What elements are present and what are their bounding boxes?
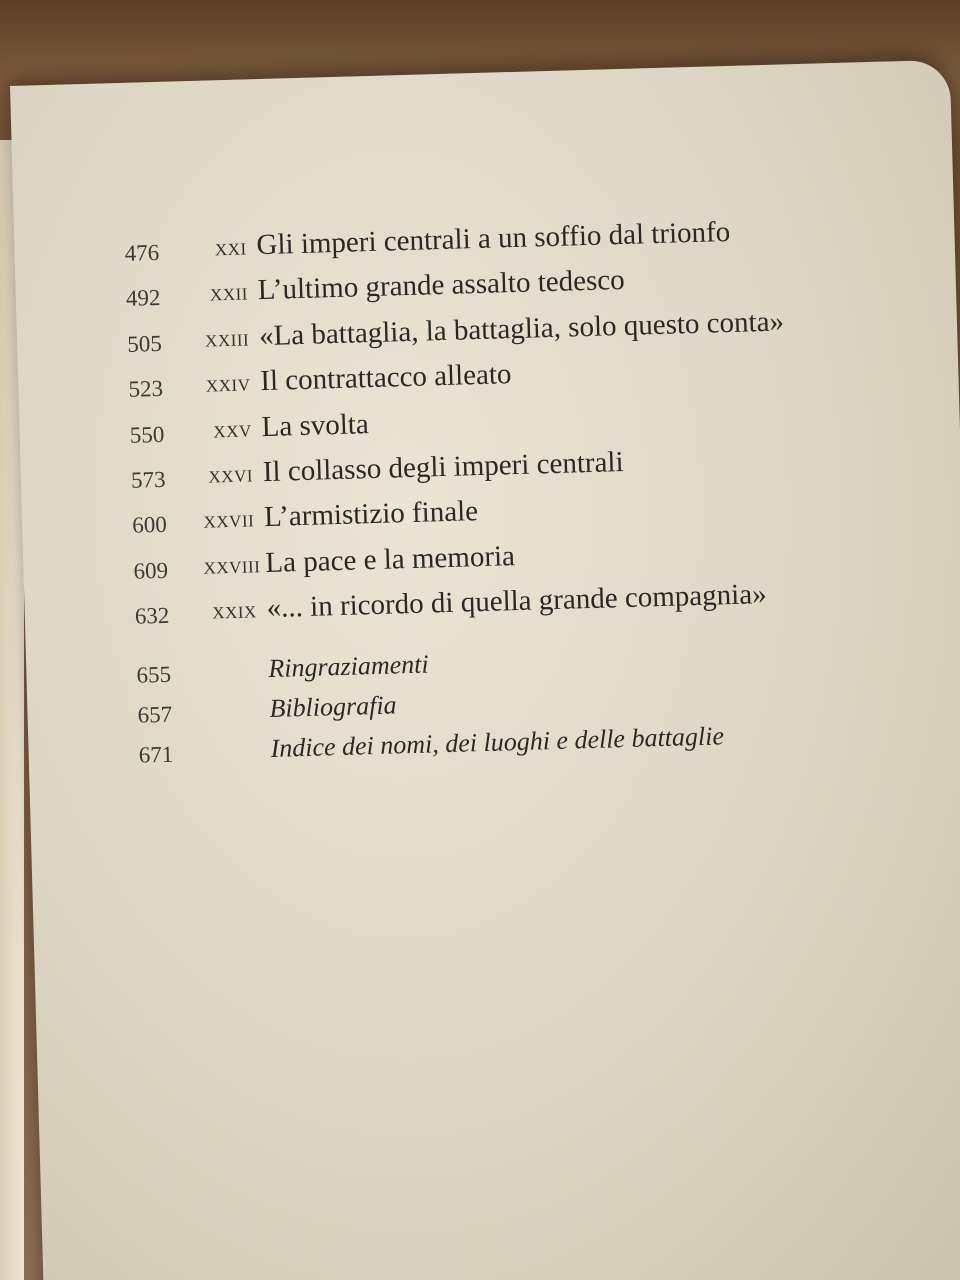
chapter-numeral: XXVII <box>203 511 255 533</box>
chapter-numeral: XXV <box>213 420 252 442</box>
back-matter-title: Indice dei nomi, dei luoghi e delle battaglie <box>270 720 725 763</box>
page-number: 609 <box>133 557 169 584</box>
back-matter-title: Bibliografia <box>269 689 397 723</box>
page-number: 492 <box>125 285 161 312</box>
chapter-title: L’ultimo grande assalto tedesco <box>257 264 626 307</box>
chapter-numeral: XXIX <box>212 602 258 623</box>
chapter-row <box>133 539 516 595</box>
chapter-row <box>126 305 785 369</box>
back-matter-list <box>136 649 725 777</box>
chapter-title: La svolta <box>261 407 370 443</box>
chapter-title: La pace e la memoria <box>264 539 516 579</box>
back-matter-row <box>136 649 430 697</box>
chapter-title: «La battaglia, la battaglia, solo questo conta» <box>258 305 785 352</box>
page-number: 655 <box>136 661 172 688</box>
chapter-title: Il contrattacco alleato <box>259 358 512 398</box>
book-page <box>10 60 960 1280</box>
page-number: 632 <box>134 602 170 629</box>
chapter-row <box>125 264 626 323</box>
table-of-contents <box>124 215 785 777</box>
chapter-row <box>130 445 624 505</box>
chapter-title: Il collasso degli imperi centrali <box>262 445 624 489</box>
back-matter-title: Ringraziamenti <box>267 649 430 683</box>
chapter-numeral: XXVIII <box>203 556 261 578</box>
page-number: 573 <box>130 466 166 493</box>
chapter-title: Gli imperi centrali a un soffio dal trionfo <box>256 215 731 262</box>
page-number: 600 <box>131 512 168 539</box>
chapter-row <box>124 215 731 278</box>
chapter-row <box>131 495 479 550</box>
page-number: 523 <box>128 376 164 402</box>
chapter-numeral: XXI <box>214 239 247 260</box>
page-number: 505 <box>126 330 163 357</box>
chapter-row <box>128 358 512 414</box>
page-number: 671 <box>138 741 174 768</box>
back-matter-row <box>137 689 397 737</box>
chapter-list <box>124 215 785 641</box>
page-number: 550 <box>129 421 165 448</box>
chapter-row <box>134 578 768 641</box>
back-matter-row <box>138 720 725 777</box>
chapter-numeral: XXIII <box>204 330 250 351</box>
chapter-title: «... in ricordo di quella grande compagnia» <box>266 578 768 625</box>
page-number: 657 <box>137 701 173 728</box>
chapter-row <box>129 407 370 459</box>
chapter-numeral: XXVI <box>208 466 254 487</box>
chapter-title: L’armistizio finale <box>263 495 479 534</box>
chapter-numeral: XXIV <box>205 375 251 396</box>
page-number: 476 <box>124 239 160 266</box>
chapter-numeral: XXII <box>209 284 249 305</box>
